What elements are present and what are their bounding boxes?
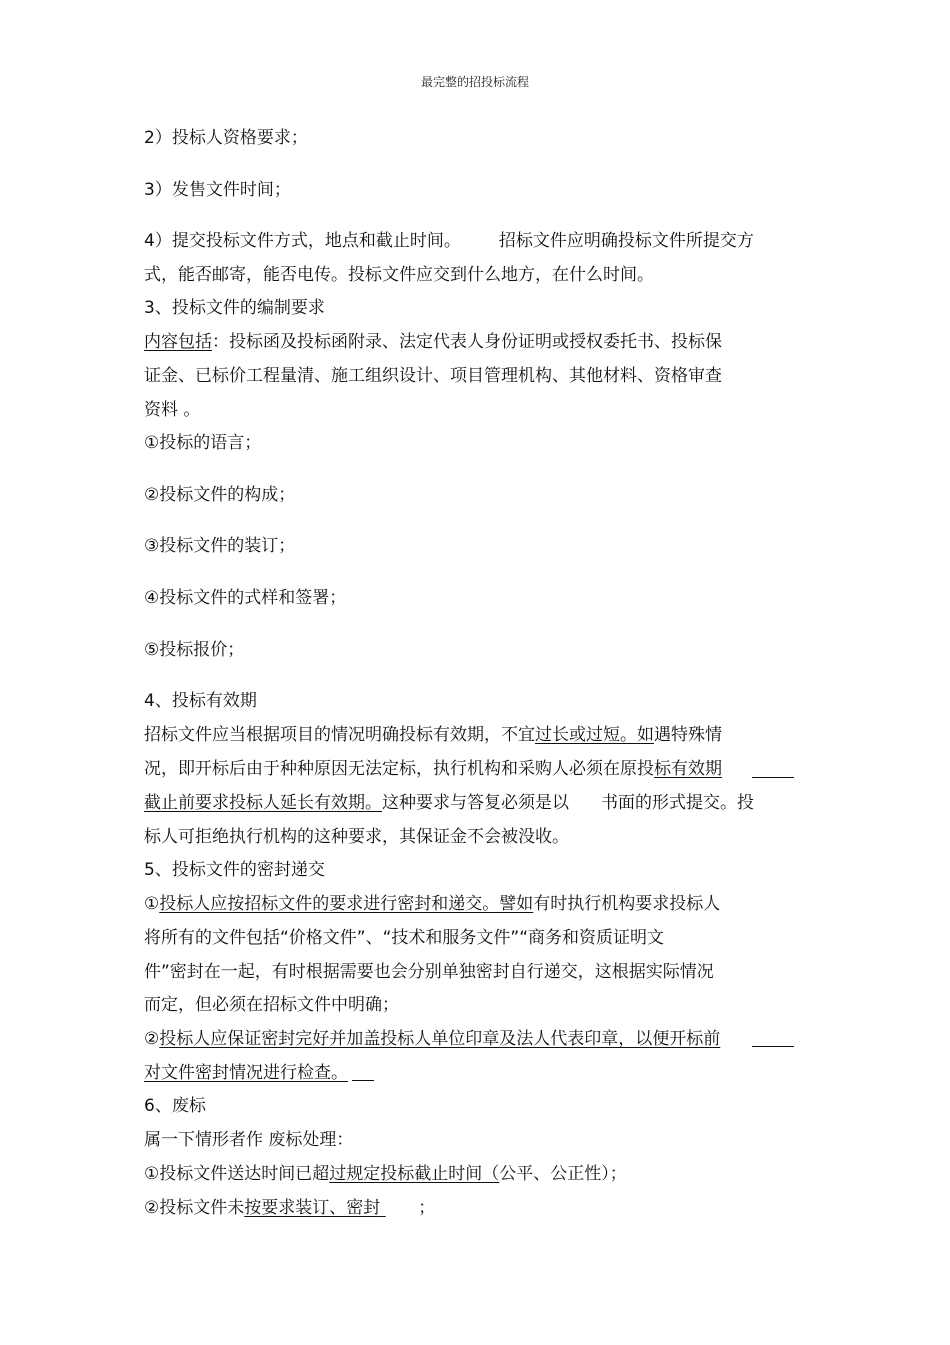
text-line: 证金、已标价工程量清、施工组织设计、项目管理机构、其他材料、资格审查: [144, 366, 722, 386]
underlined-text: 截止前要求投标人延长有效期。: [144, 793, 382, 813]
list-item: [144, 1163, 627, 1185]
underlined-text: 过规定投标截止时间（: [329, 1164, 500, 1184]
text-line: [144, 1028, 720, 1050]
underline-rule: [752, 777, 794, 778]
text-line: [144, 1062, 348, 1084]
underlined-text: 标有效期: [654, 759, 722, 779]
text-segment: 遇特殊情: [654, 725, 722, 745]
text-segment: 招标文件应当根据项目的情况明确投标有效期，不宜: [144, 725, 535, 745]
text-segment: 况，即开标后由于种种原因无法定标，执行机构和采购人必须在原投: [144, 759, 654, 779]
underlined-text: 过长或过短。如: [535, 725, 654, 745]
text-line: [144, 724, 722, 746]
text-segment: 这种要求与答复必须是以: [382, 793, 569, 813]
text-line: 属一下情形者作 废标处理：: [144, 1130, 354, 1150]
text-segment: ①: [144, 894, 160, 914]
text-line: [144, 893, 720, 915]
text-segment: 的形式提交。投: [635, 793, 754, 813]
list-item: ①投标的语言；: [144, 433, 262, 453]
text-segment: 招标文件应明确投标文件所提交方: [498, 231, 754, 251]
underlined-text: 对文件密封情况进行检查。: [144, 1063, 348, 1083]
section-heading: 6、废标: [144, 1096, 206, 1116]
text-line: [144, 230, 754, 252]
text-line: [144, 792, 754, 814]
section-heading: 5、投标文件的密封递交: [144, 860, 325, 880]
underlined-text: 内容包括: [144, 332, 212, 352]
underline-rule: [752, 1046, 794, 1047]
section-heading: 3、投标文件的编制要求: [144, 298, 325, 318]
underlined-text: 投标人应保证密封完好并加盖投标人单位印章及法人代表印章，以便开标前: [159, 1029, 721, 1049]
text-segment: 4）提交投标文件方式，地点和截止时间。: [144, 231, 461, 251]
text-line: [144, 331, 722, 353]
underlined-text: 按要求装订、密封: [244, 1198, 381, 1218]
underlined-text: 投标人应按招标文件的要求进行密封和递交。譬如: [159, 894, 534, 914]
text-line: 而定，但必须在招标文件中明确；: [144, 995, 399, 1015]
text-line: 2）投标人资格要求；: [144, 128, 308, 148]
text-segment: ：投标函及投标函附录、法定代表人身份证明或授权委托书、投标保: [212, 332, 722, 352]
text-line: 将所有的文件包括“价格文件”、“技术和服务文件”“商务和资质证明文: [144, 928, 665, 948]
text-line: 标人可拒绝执行机构的这种要求，其保证金不会被没收。: [144, 827, 569, 847]
text-line: [144, 758, 722, 780]
page-header-title: 最完整的招投标流程: [420, 75, 529, 89]
text-segment: ②: [144, 1029, 160, 1049]
list-item: [144, 1197, 435, 1219]
text-segment: 书面: [601, 793, 635, 813]
text-segment: ①投标文件送达时间已超: [144, 1164, 330, 1184]
text-segment: ②投标文件未: [144, 1198, 245, 1218]
text-line: 式，能否邮寄，能否电传。投标文件应交到什么地方，在什么时间。: [144, 265, 654, 285]
list-item: ④投标文件的式样和签署；: [144, 588, 347, 608]
text-segment: 公平、公正性）；: [499, 1164, 627, 1184]
text-line: 件”密封在一起，有时根据需要也会分别单独密封自行递交，这根据实际情况: [144, 962, 714, 982]
list-item: ③投标文件的装订；: [144, 536, 296, 556]
text-segment: 有时执行机构要求投标人: [533, 894, 721, 914]
text-segment: ；: [418, 1198, 436, 1218]
text-line: 3）发售文件时间；: [144, 180, 291, 200]
text-line: 资料 。: [144, 400, 201, 420]
list-item: ⑤投标报价；: [144, 640, 245, 660]
underline-rule: [352, 1080, 374, 1081]
section-heading: 4、投标有效期: [144, 691, 257, 711]
list-item: ②投标文件的构成；: [144, 485, 296, 505]
